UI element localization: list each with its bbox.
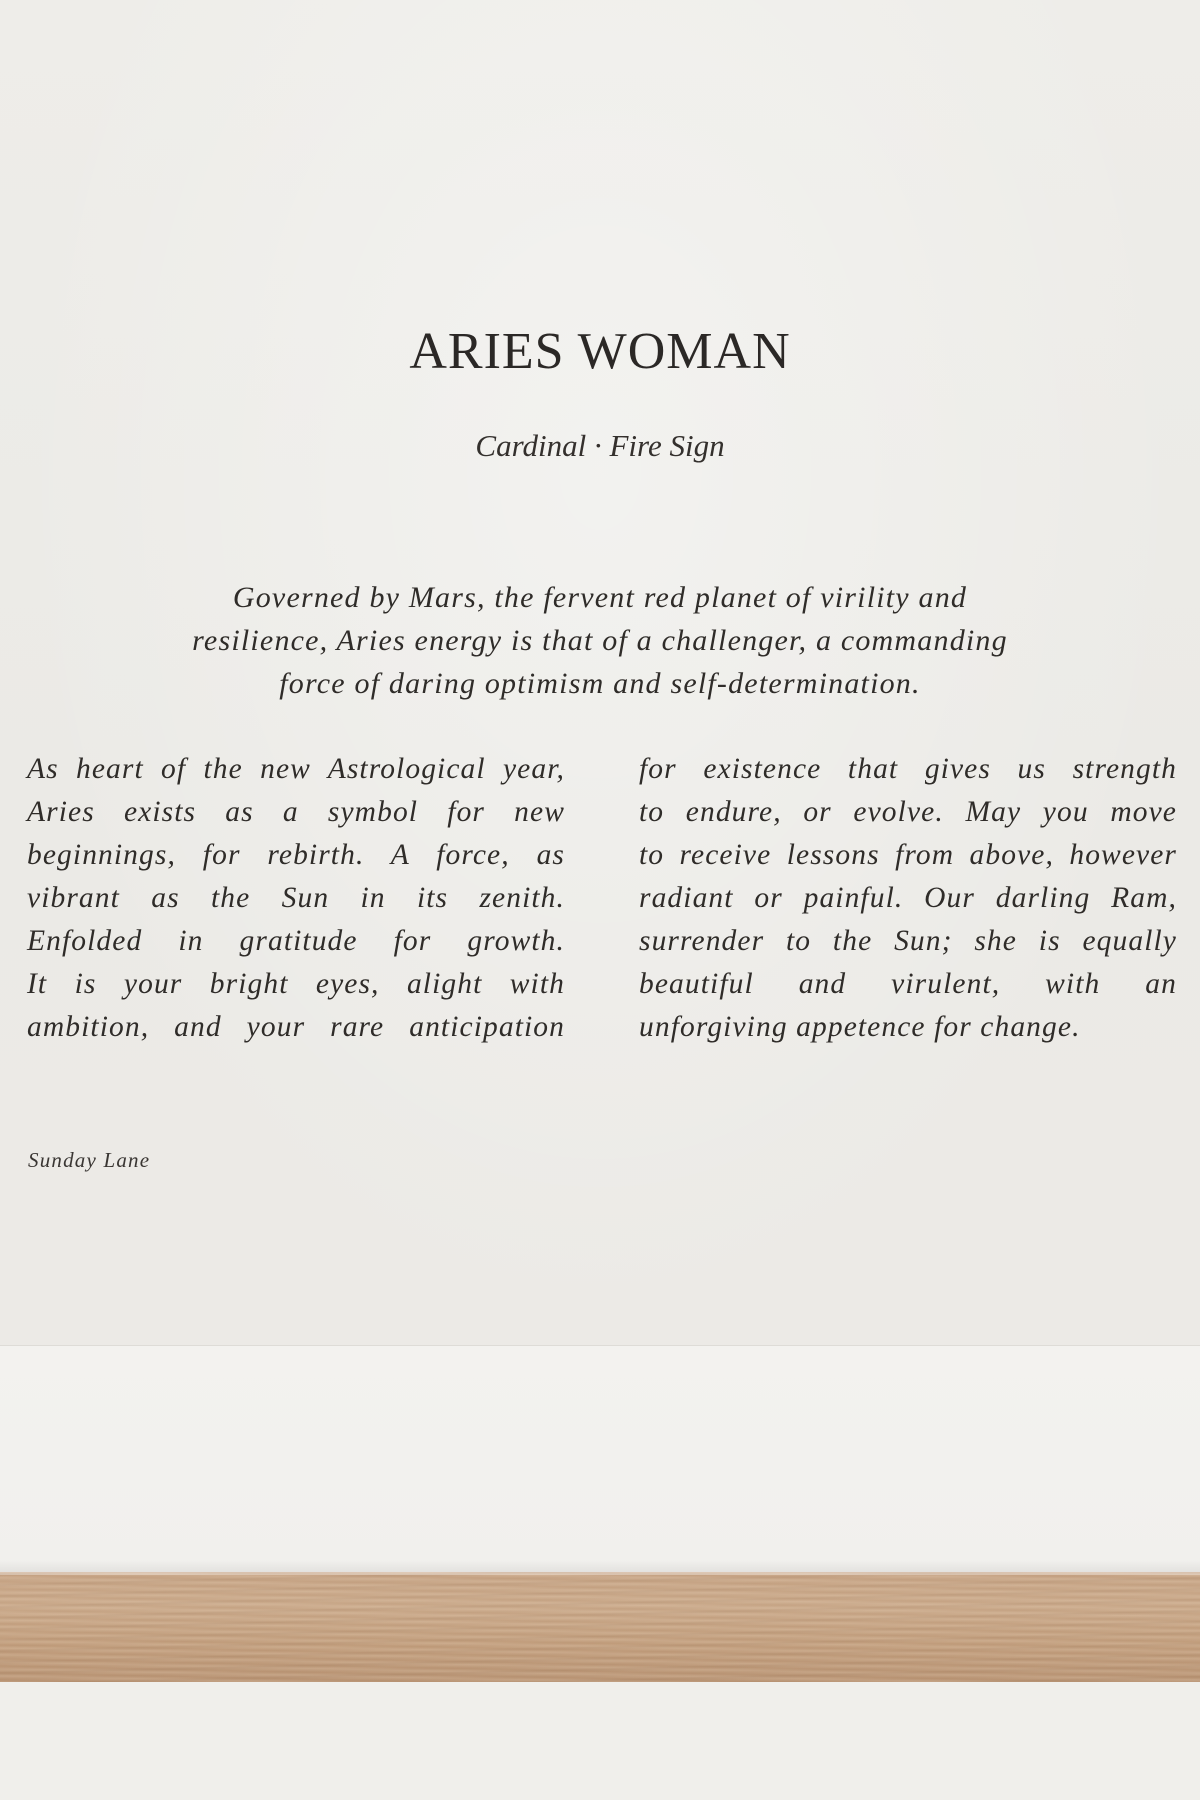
right-column-line: to endure, or evolve. May you move: [639, 796, 1177, 828]
right-column-line: unforgiving appetence for change.: [639, 1011, 1081, 1043]
left-text-column: [27, 748, 565, 1049]
frame-highlight: [0, 1572, 1200, 1575]
intro-line: Governed by Mars, the fervent red planet of virility and: [232, 581, 968, 614]
oak-frame-edge: [0, 1572, 1200, 1682]
right-column-line: radiant or painful. Our darling Ram,: [639, 882, 1177, 914]
wall-background: [0, 1682, 1200, 1800]
right-text-column: [639, 748, 1177, 1049]
right-column-line: for existence that gives us strength: [639, 753, 1177, 785]
left-column-line: vibrant as the Sun in its zenith.: [27, 882, 565, 914]
frame-mat-board: [0, 1346, 1200, 1572]
intro-line: resilience, Aries energy is that of a challenger, a commanding: [192, 624, 1008, 657]
left-column-line: It is your bright eyes, alight with: [27, 968, 565, 1000]
poster-subtitle: Cardinal · Fire Sign: [475, 428, 725, 463]
left-column-line: Aries exists as a symbol for new: [27, 796, 565, 828]
left-column-line: As heart of the new Astrological year,: [27, 753, 565, 785]
left-column-line: ambition, and your rare anticipation: [27, 1011, 565, 1043]
left-column-line: beginnings, for rebirth. A force, as: [27, 839, 565, 871]
signature: Sunday Lane: [28, 1148, 151, 1172]
intro-line: force of daring optimism and self-determination.: [279, 667, 921, 700]
right-column-line: to receive lessons from above, however: [639, 839, 1177, 871]
intro-paragraph: [150, 576, 1050, 705]
poster-title: ARIES WOMAN: [409, 323, 791, 380]
right-column-line: surrender to the Sun; she is equally: [639, 925, 1177, 957]
right-column-line: beautiful and virulent, with an: [639, 968, 1177, 1000]
mat-shadow: [0, 1560, 1200, 1572]
left-column-line: Enfolded in gratitude for growth.: [27, 925, 565, 957]
